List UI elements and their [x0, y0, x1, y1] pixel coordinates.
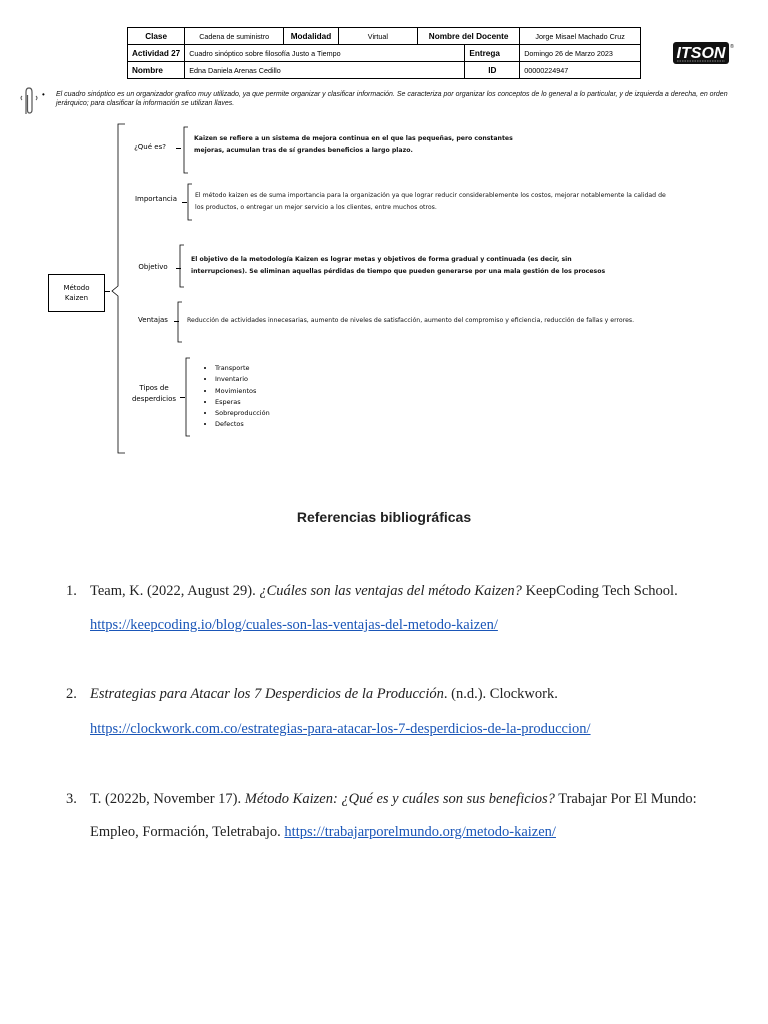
waste-type-item: • Inventario — [215, 374, 270, 385]
reference-3-number: 3. — [66, 791, 77, 807]
modalidad-label: Modalidad — [284, 28, 339, 45]
main-brace — [110, 120, 128, 460]
importancia-brace — [184, 182, 194, 222]
reference-1-title: ¿Cuáles son las ventajas del método Kaizen? — [259, 583, 522, 599]
docente-value: Jorge Misael Machado Cruz — [520, 28, 641, 45]
importancia-text-line1: El método kaizen es de suma importancia para la organización ya que lograr reducir considerablemente los costos, mejorar notablemente la calidad de — [195, 192, 666, 199]
reference-2-publisher: . (n.d.). Clockwork. — [443, 686, 558, 702]
ventajas-brace — [174, 300, 184, 344]
reference-3-title: Método Kaizen: ¿Qué es y cuáles son sus beneficios? — [244, 791, 555, 807]
tipos-brace — [182, 356, 192, 438]
actividad-value: Cuadro sinóptico sobre filosofía Justo a Tiempo — [185, 45, 465, 62]
itson-logo — [672, 41, 734, 65]
clase-label: Clase — [128, 28, 185, 45]
ventajas-label: Ventajas — [138, 316, 168, 324]
que-es-text — [194, 133, 534, 156]
objetivo-text-line1: El objetivo de la metodología Kaizen es lograr metas y objetivos de forma gradual y continuada (es decir, sin — [191, 256, 572, 263]
entrega-value: Domingo 26 de Marzo 2023 — [520, 45, 641, 62]
waste-type-item: • Esperas — [215, 397, 270, 408]
root-node-line1: Método — [63, 284, 90, 292]
intro-bullet: • — [42, 90, 45, 99]
reference-2-title: Estrategias para Atacar los 7 Desperdicios de la Producción — [90, 686, 444, 702]
paperclip-icon — [19, 86, 39, 118]
references-title: Referencias bibliográficas — [296, 509, 472, 525]
reference-1-publisher: KeepCoding Tech School. — [521, 583, 678, 599]
reference-3-link[interactable]: https://trabajarporelmundo.org/metodo-kaizen/ — [284, 824, 556, 840]
logo-registered-mark: ® — [730, 44, 734, 50]
que-es-brace — [180, 125, 190, 175]
reference-2-number: 2. — [66, 686, 77, 702]
tipos-label-line2: desperdicios — [131, 395, 176, 403]
reference-3-publisher: Trabajar Por El Mundo: — [554, 791, 697, 807]
importancia-label: Importancia — [134, 195, 178, 203]
importancia-text — [195, 190, 755, 213]
entrega-label: Entrega — [465, 45, 520, 62]
nombre-label: Nombre — [128, 62, 185, 79]
que-es-text-line1: Kaizen se refiere a un sistema de mejora continua en el que las pequeñas, pero constantes — [194, 135, 513, 142]
reference-2-link[interactable]: https://clockwork.com.co/estrategias-para-atacar-los-7-desperdicios-de-la-produccion/ — [90, 721, 591, 737]
waste-type-item: • Sobreproducción — [215, 408, 270, 419]
objetivo-text — [191, 254, 638, 277]
actividad-label: Actividad 27 — [128, 45, 185, 62]
reference-3-line2: Empleo, Formación, Teletrabajo. — [90, 824, 285, 840]
docente-label: Nombre del Docente — [418, 28, 520, 45]
reference-1-link[interactable]: https://keepcoding.io/blog/cuales-son-las-ventajas-del-metodo-kaizen/ — [90, 617, 498, 633]
objetivo-brace — [176, 243, 186, 289]
reference-1-number: 1. — [66, 583, 77, 599]
waste-type-item: • Movimientos — [215, 386, 270, 397]
objetivo-text-line2: interrupciones). Se eliminan aquellas pérdidas de tiempo que pueden generarse por una mala gestión de los procesos — [191, 267, 606, 275]
root-node-line2: Kaizen — [64, 294, 89, 302]
logo-text: ITSON — [676, 45, 726, 62]
waste-types-list — [203, 363, 270, 431]
tipos-label-line1: Tipos de — [139, 384, 169, 392]
nombre-value: Edna Daniela Arenas Cedillo — [185, 62, 465, 79]
modalidad-value: Virtual — [338, 28, 417, 45]
reference-1-author: Team, K. (2022, August 29). — [90, 583, 260, 599]
activity-header-table — [127, 27, 641, 79]
id-label: ID — [465, 62, 520, 79]
importancia-text-line2: los productos, o entregar un mejor servicio a los clientes, entre muchos otros. — [195, 203, 437, 211]
id-value: 00000224947 — [520, 62, 641, 79]
reference-3-author: T. (2022b, November 17). — [90, 791, 245, 807]
que-es-text-line2: mejoras, acumulan tras de sí grandes beneficios a largo plazo. — [194, 146, 413, 154]
intro-text: El cuadro sinóptico es un organizador grafico muy utilizado, ya que permite organizar y clasificar información. Se caracteriza por organizar los conceptos de lo general a lo particular, y de izquierda a derecha, en orden jerárquico; para clasificar la información se utilizan llaves. — [56, 91, 728, 107]
ventajas-text: Reducción de actividades innecesarias, aumento de niveles de satisfacción, aumento del compromiso y eficiencia, reducción de fallas y errores. — [187, 317, 635, 324]
tipos-label — [124, 383, 184, 405]
objetivo-label: Objetivo — [138, 263, 168, 271]
clase-value: Cadena de suministro — [185, 28, 284, 45]
waste-type-item: • Transporte — [215, 363, 270, 374]
waste-type-item: • Defectos — [215, 419, 270, 430]
que-es-label: ¿Qué es? — [134, 143, 166, 151]
root-node-box — [48, 274, 105, 312]
